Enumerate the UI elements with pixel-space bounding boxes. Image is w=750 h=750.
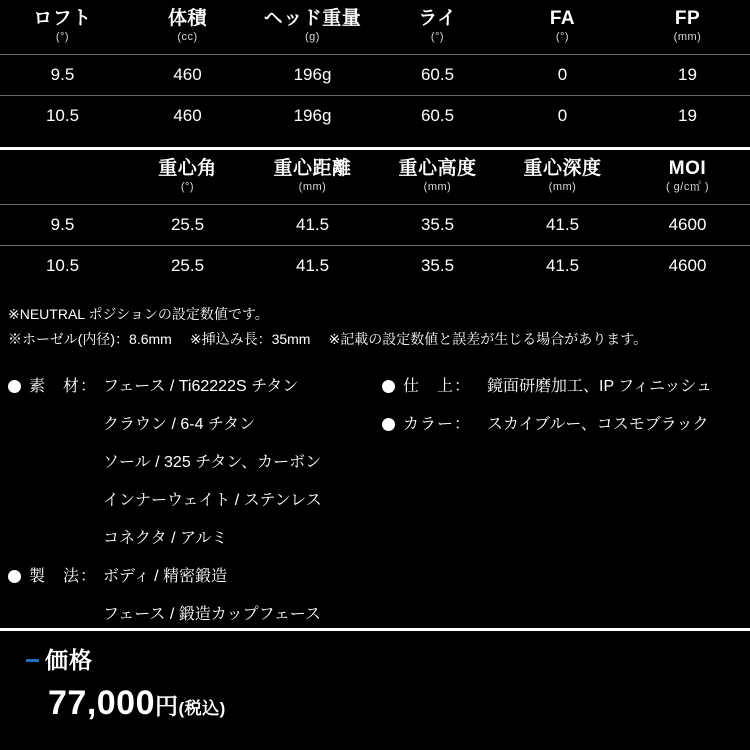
materials-column-right [382,368,742,444]
cell-cg-height: 35.5 [375,246,500,287]
materials-section [0,368,750,634]
cell-cg-height: 35.5 [375,205,500,246]
cell-fp: 19 [625,55,750,96]
material-value: ソール / 325 チタン、カーボン [103,454,322,471]
cell-lie: 60.5 [375,96,500,137]
cell-cg-angle: 25.5 [125,205,250,246]
note-line-1: ※NEUTRAL ポジションの設定数値です。 [8,306,269,322]
table-row [0,96,750,137]
material-row-construction [8,558,382,596]
column-header-head-weight: ヘッド重量 (g) [263,8,362,43]
note-line-2 [8,327,742,352]
bullet-icon [8,570,21,583]
material-value: 鏡面研磨加工、IP フィニッシュ [487,378,713,395]
column-header-fa: FA (°) [549,8,576,43]
material-row-material [8,368,382,406]
material-row-connector [8,520,382,558]
note-insert-length: ※挿込み長：35mm [189,331,311,347]
material-row-finish [382,368,742,406]
cell-moi: 4600 [625,246,750,287]
column-header-cg-angle: 重心角 (°) [158,158,217,193]
price-currency: 円 [155,693,179,719]
column-header-fp: FP (mm) [673,8,702,43]
note-hosel: ※ホーゼル(内径)：8.6mm [8,331,172,347]
spec-notes [0,286,750,352]
cell-volume: 460 [125,96,250,137]
material-value: フェース / Ti62222S チタン [103,378,299,395]
cell-cg-depth: 41.5 [500,205,625,246]
price-value: 77,000 [48,684,155,722]
table-row [0,205,750,246]
material-row-sole [8,444,382,482]
cell-loft: 10.5 [0,246,125,287]
table-row [0,246,750,287]
cell-loft: 10.5 [0,96,125,137]
cell-cg-distance: 41.5 [250,205,375,246]
cell-loft: 9.5 [0,205,125,246]
bullet-icon [382,380,395,393]
cell-lie: 60.5 [375,55,500,96]
bullet-icon [8,380,21,393]
price-section [0,631,750,750]
column-header-volume: 体積 (cc) [167,8,207,43]
table-divider-gap [0,136,750,147]
column-header-cg-depth: 重心深度 (mm) [523,158,602,193]
cell-cg-distance: 41.5 [250,246,375,287]
column-header-lie: ライ (°) [418,8,457,43]
material-value: インナーウェイト / ステンレス [103,492,322,509]
material-label: 素 材： [29,378,98,395]
price-title-row [26,645,750,675]
accent-dash-icon [26,659,39,662]
material-row-inner-weight [8,482,382,520]
price-label: 価格 [45,647,93,673]
table-row [0,55,750,96]
material-value: ボディ / 精密鍛造 [103,568,228,585]
material-label: 仕 上： [403,378,472,395]
column-header-loft: ロフト (°) [33,8,92,43]
material-value: コネクタ / アルミ [103,530,228,547]
column-header-cg-distance: 重心距離 (mm) [273,158,352,193]
table-header-row [0,150,750,205]
column-header-moi: MOI ( g/c㎡ ) [665,158,710,193]
price-tax-note: (税込) [178,699,226,718]
table-header-row [0,0,750,55]
materials-column-left [8,368,382,634]
column-header-cg-height: 重心高度 (mm) [398,158,477,193]
note-tolerance: ※記載の設定数値と誤差が生じる場合があります。 [328,331,648,347]
price-amount-row [26,681,750,731]
spec-table-primary [0,0,750,136]
bullet-icon [382,418,395,431]
cell-loft: 9.5 [0,55,125,96]
material-row-crown [8,406,382,444]
cell-head-weight: 196g [250,55,375,96]
cell-cg-angle: 25.5 [125,246,250,287]
cell-fp: 19 [625,96,750,137]
cell-moi: 4600 [625,205,750,246]
cell-volume: 460 [125,55,250,96]
material-label: 製 法： [29,568,98,585]
material-value: フェース / 鍛造カップフェース [103,606,321,623]
cell-fa: 0 [500,96,625,137]
material-value: スカイブルー、コスモブラック [487,416,709,433]
cell-head-weight: 196g [250,96,375,137]
column-header-blank [0,150,125,205]
cell-fa: 0 [500,55,625,96]
material-value: クラウン / 6-4 チタン [103,416,256,433]
cell-cg-depth: 41.5 [500,246,625,287]
material-row-color [382,406,742,444]
spec-table-secondary [0,150,750,286]
material-label: カラー： [403,416,472,433]
